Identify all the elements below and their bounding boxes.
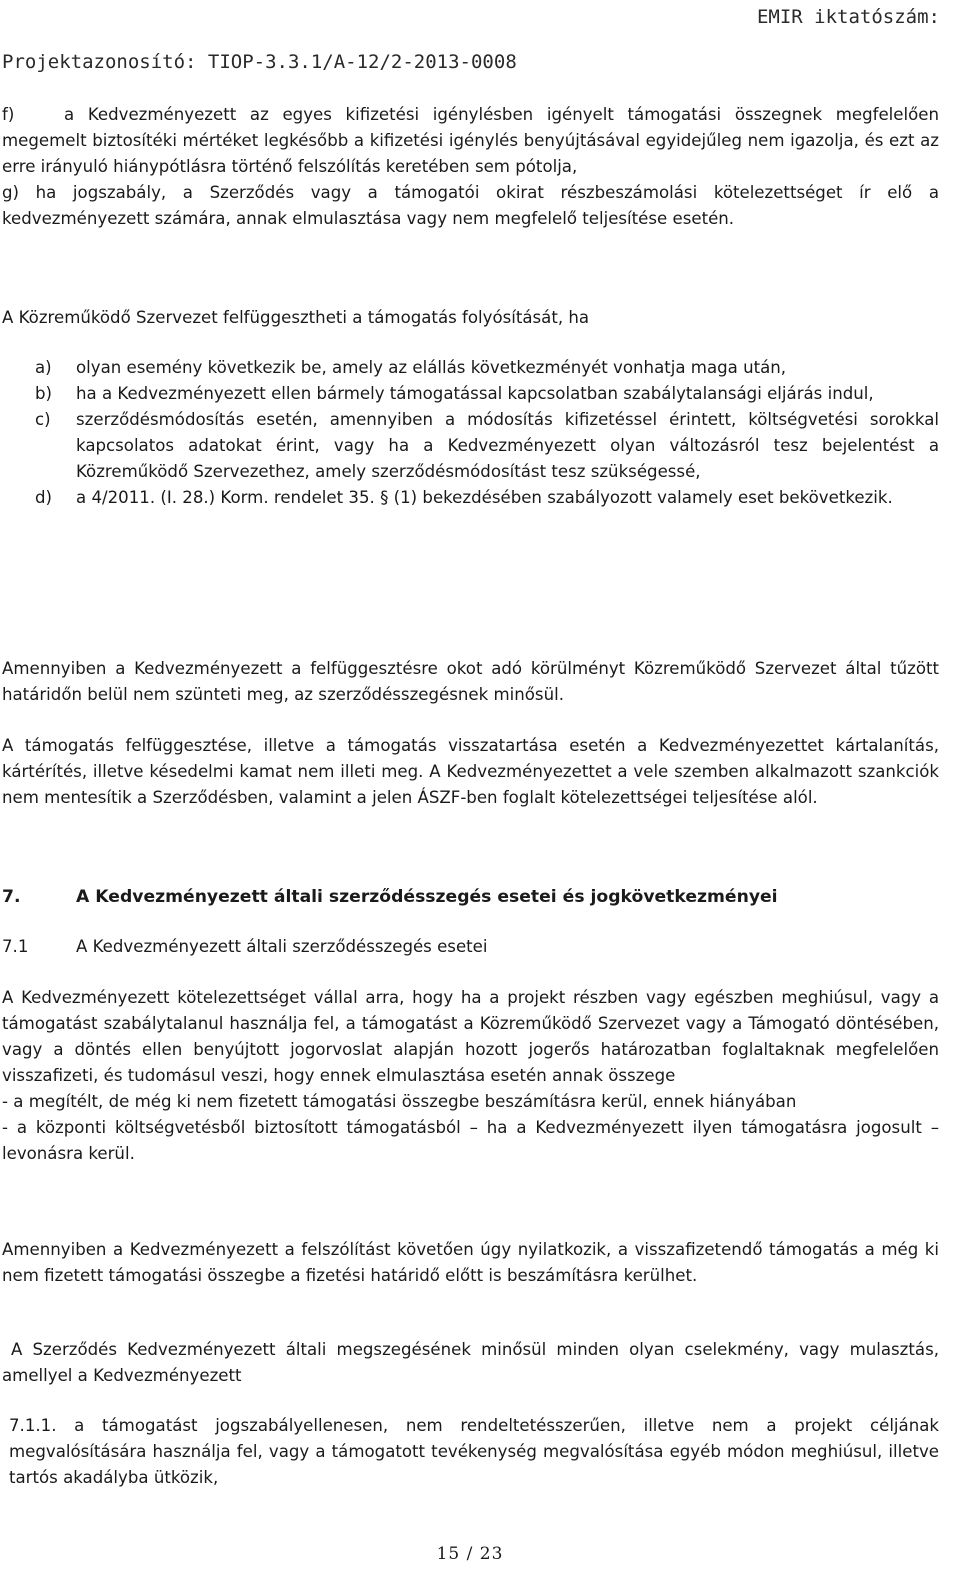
section-7-1-number: 7.1 <box>2 937 29 956</box>
suspend-item-marker: d) <box>35 488 53 507</box>
suspend-item-text: olyan esemény következik be, amely az elállás következményét vonhatja maga után, <box>76 358 787 377</box>
suspend-item-text: ha a Kedvezményezett ellen bármely támogatással kapcsolatban szabálytalansági eljárás indul, <box>76 384 874 403</box>
suspend-item-d <box>2 485 939 511</box>
clause-f-text: a Kedvezményezett az egyes kifizetési igénylésben igényelt támogatási összegnek megfelelően megemelt biztosítéki mértéket legkésőbb a kifizetési igénylés benyújtásával egyidejűleg nem igazolja, és ezt az erre irányuló hiánypótlásra történő felszólítás keretében sem pótolja, <box>2 105 939 176</box>
para-declaration: Amennyiben a Kedvezményezett a felszólítást követően úgy nyilatkozik, a visszafizetendő támogatás a még ki nem fizetett támogatási összegbe a fizetési határidő előtt is beszámításra kerülhet. <box>2 1240 939 1285</box>
suspend-item-a <box>2 355 939 381</box>
section-7-1-heading <box>2 934 939 960</box>
clause-g: g) ha jogszabály, a Szerződés vagy a támogatói okirat részbeszámolási kötelezettséget ír elő a kedvezményezett számára, annak elmulasztása vagy nem megfelelő teljesítése esetén. <box>2 183 939 228</box>
section-7-heading <box>2 884 939 910</box>
para-commitment: A Kedvezményezett kötelezettséget vállal arra, hogy ha a projekt részben vagy egészben meghiúsul, vagy a támogatást szabálytalanul használja fel, a támogatást a Közreműködő Szervezet vagy a Támogató döntésében, vagy a döntés ellen benyújtott jogorvoslat alapján hozott jogerős határozatban foglaltaknak megfelelően visszafizeti, és tudomásul veszi, hogy ennek elmulasztása esetén annak összege <box>2 988 939 1085</box>
suspend-list <box>2 355 939 511</box>
dash-item-2: - a központi költségvetésből biztosított támogatásból – ha a Kedvezményezett ilyen támogatásra jogosult – levonásra kerül. <box>2 1118 939 1163</box>
suspend-item-marker: b) <box>35 384 53 403</box>
clause-f <box>2 102 939 232</box>
section-7-title: A Kedvezményezett általi szerződésszegés esetei és jogkövetkezményei <box>76 887 778 907</box>
suspend-item-b <box>2 381 939 407</box>
clause-f-marker: f) <box>2 105 15 124</box>
para-no-compensation: A támogatás felfüggesztése, illetve a támogatás visszatartása esetén a Kedvezményezettet kártalanítás, kártérítés, illetve késedelmi kamat nem illeti meg. A Kedvezményezettet a vele szemben alkalmazott szankciók nem mentesítik a Szerződésben, valamint a jelen ÁSZF-ben foglalt kötelezettségei teljesítése alól. <box>2 736 939 807</box>
suspend-item-marker: c) <box>35 410 51 429</box>
suspend-item-text: a 4/2011. (I. 28.) Korm. rendelet 35. § (1) bekezdésében szabályozott valamely eset bekövetkezik. <box>76 488 893 507</box>
section-7-1-body <box>2 985 939 1167</box>
page-number: 15 / 23 <box>436 1544 504 1564</box>
suspend-item-text: szerződésmódosítás esetén, amennyiben a módosítás kifizetéssel érintett, költségvetési sorokkal kapcsolatos adatokat érint, vagy ha a Kedvezményezett olyan változásról tesz bejelentést a Közreműködő Szervezethez, amely szerződésmódosítást tesz szükségessé, <box>76 410 939 481</box>
suspend-item-c <box>2 407 939 485</box>
item-7-1-1: 7.1.1. a támogatást jogszabályellenesen, nem rendeltetésszerűen, illetve nem a projekt céljának megvalósítására használja fel, vagy a támogatott tevékenység megvalósítása egyéb módon meghiúsul, illetve tartós akadályba ütközik, <box>9 1416 939 1487</box>
suspend-item-marker: a) <box>35 358 52 377</box>
section-7-1-title: A Kedvezményezett általi szerződésszegés esetei <box>76 937 488 956</box>
para-definition: A Szerződés Kedvezményezett általi megszegésének minősül minden olyan cselekmény, vagy mulasztás, amellyel a Kedvezményezett <box>2 1340 939 1385</box>
suspend-intro: A Közreműködő Szervezet felfüggesztheti a támogatás folyósítását, ha <box>2 308 590 327</box>
emir-header: EMIR iktatószám: <box>756 6 940 28</box>
para-breach: Amennyiben a Kedvezményezett a felfüggesztésre okot adó körülményt Közreműködő Szervezet által tűzött határidőn belül nem szünteti meg, az szerződésszegésnek minősül. <box>2 659 939 704</box>
project-id-header: Projektazonosító: TIOP-3.3.1/A-12/2-2013-0008 <box>2 51 517 73</box>
dash-item-1: - a megítélt, de még ki nem fizetett támogatási összegbe beszámításra kerül, ennek hiányában <box>2 1092 797 1111</box>
section-7-number: 7. <box>2 887 21 907</box>
